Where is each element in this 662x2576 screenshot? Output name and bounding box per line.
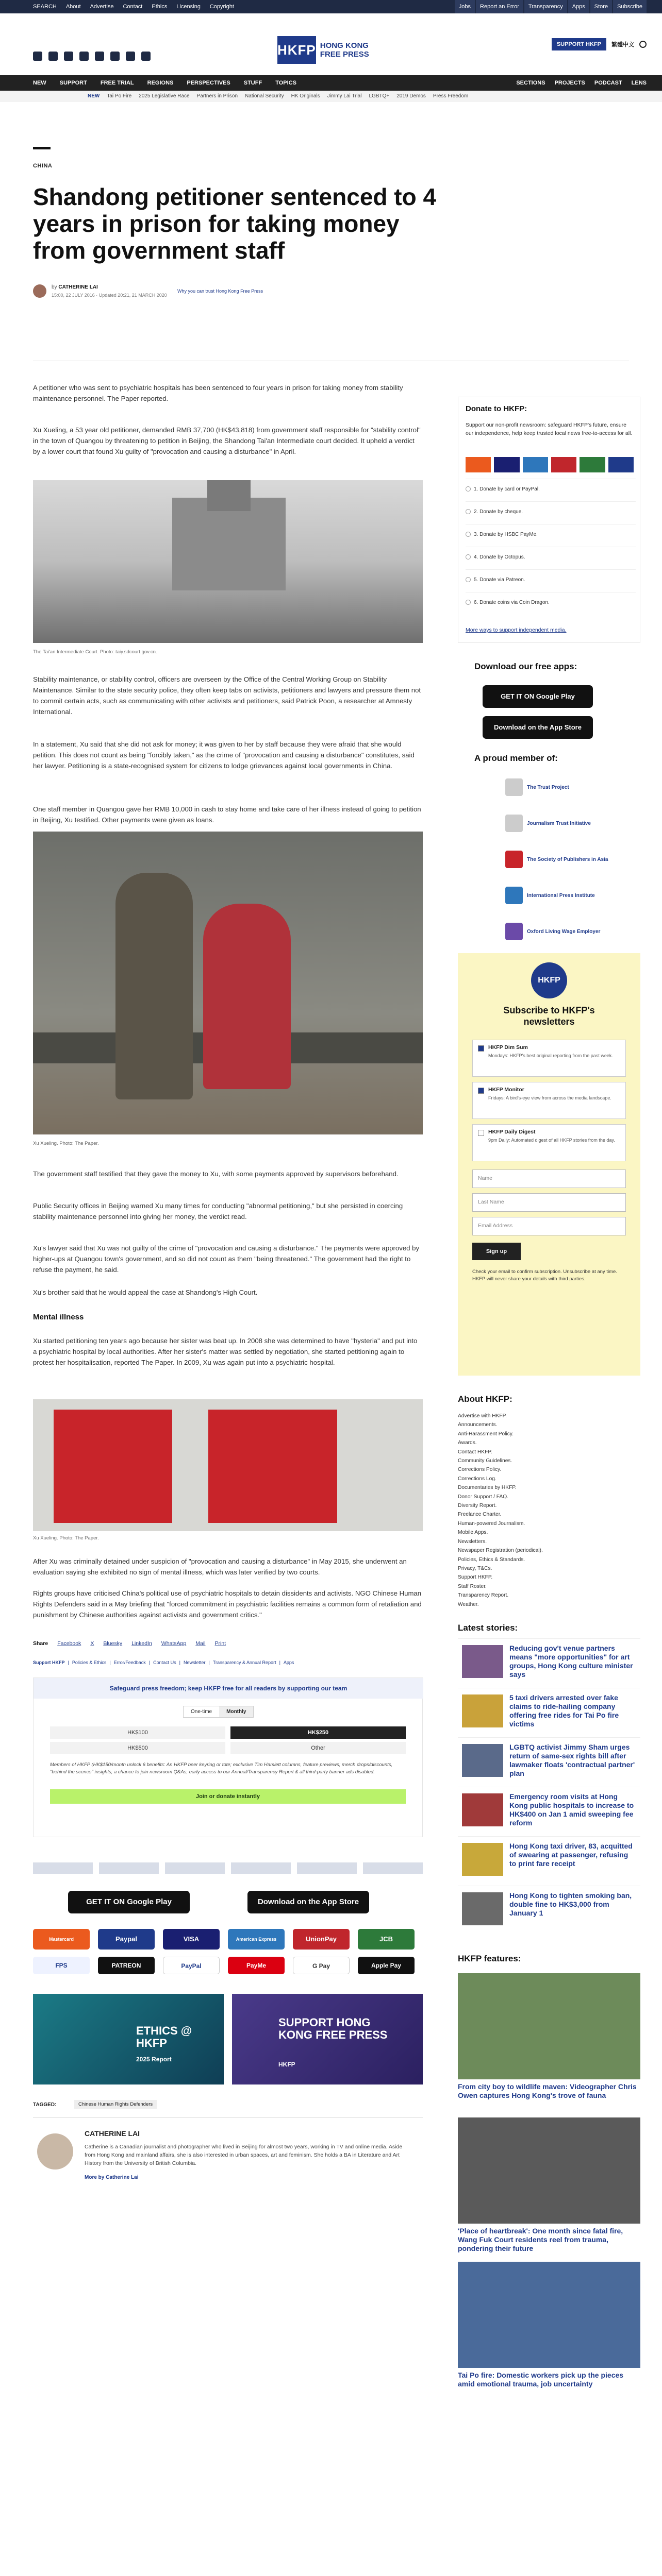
top-link-contact[interactable]: Contact bbox=[123, 4, 143, 10]
tab-one-time[interactable]: One-time bbox=[191, 1709, 212, 1715]
article-paragraph: Xu Xueling, a 53 year old petitioner, demanded RMB 37,700 (HK$43,818) from government staff responsible for "stability control" in the town of Quangou by threatening to petition in Beijing, the Shandong Tai'an Intermediate court decided. It upheld a verdict by a lower court that found Xu guilty of "provocation and causing a disturbance" in April. bbox=[33, 426, 421, 455]
newsletter-option[interactable]: HKFP Dim Sum Mondays: HKFP's best original reporting from the past week. bbox=[472, 1040, 626, 1077]
petition-office-photo bbox=[33, 1399, 423, 1531]
about-links-list bbox=[458, 1412, 640, 1609]
member-logos-row bbox=[33, 1858, 423, 1878]
newsletter-signup-box bbox=[458, 953, 640, 1376]
about-link[interactable]: Policies, Ethics & Standards. bbox=[458, 1556, 525, 1563]
statue-shape bbox=[115, 873, 193, 1099]
whatsapp-icon[interactable] bbox=[126, 52, 135, 61]
amount-option-selected[interactable]: HK$250 bbox=[230, 1726, 406, 1739]
top-link-transparency[interactable]: Transparency bbox=[524, 0, 567, 13]
amount-option[interactable]: HK$100 bbox=[50, 1726, 225, 1739]
top-link-search[interactable]: SEARCH bbox=[33, 4, 57, 10]
donate-box-header: Safeguard press freedom; keep HKFP free for all readers by supporting our team bbox=[34, 1678, 423, 1699]
payment-patreon[interactable]: PATREON bbox=[98, 1957, 155, 1974]
about-link[interactable]: Anti-Harassment Policy. bbox=[458, 1431, 514, 1437]
payment-visa[interactable]: VISA bbox=[163, 1929, 220, 1950]
trending-link[interactable]: LGBTQ+ bbox=[369, 93, 390, 99]
nav-podcast[interactable]: PODCAST bbox=[594, 80, 622, 86]
article-paragraph: Xu started petitioning ten years ago because her sister was beat up. In 2008 she was determined to have "hysteria" and put into a psychiatric hospital by local authorities. After her sister's matter was settled by negotiation, she started petitioning again to protest her hospitalisation, reported The Paper. In 2009, Xu was again put into a psychiatric hospital. bbox=[33, 1337, 418, 1366]
byline-author[interactable]: CATHERINE LAI bbox=[58, 284, 98, 290]
member-sopa[interactable]: The Society of Publishers in Asia bbox=[505, 848, 608, 871]
ifcn-logo[interactable] bbox=[363, 1862, 423, 1874]
payment-fps[interactable]: FPS bbox=[33, 1957, 90, 1974]
footer-link[interactable]: Error/Feedback bbox=[113, 1660, 146, 1665]
threads-icon[interactable] bbox=[79, 52, 89, 61]
byline bbox=[33, 282, 629, 303]
about-link[interactable]: Staff Roster. bbox=[458, 1583, 487, 1589]
donate-option[interactable]: 2. Donate by cheque. bbox=[466, 501, 636, 522]
article-paragraph: A petitioner who was sent to psychiatric hospitals has been sentenced to four years in prison for taking money from stability maintenance personnel. The Paper reported. bbox=[33, 384, 403, 402]
court-building-shape bbox=[172, 498, 286, 590]
jcb-icon bbox=[580, 457, 605, 472]
top-link-licensing[interactable]: Licensing bbox=[176, 4, 201, 10]
nav-topics[interactable]: TOPICS bbox=[275, 80, 296, 86]
article-paragraph: Public Security offices in Beijing warned Xu many times for conducting "abnormal petitioning," but she persisted in coercing stability maintenance personnel into giving her money, the verdict read. bbox=[33, 1202, 403, 1221]
about-link[interactable]: Corrections Log. bbox=[458, 1476, 496, 1482]
article-paragraph: Xu's lawyer said that Xu was not guilty of the crime of "provocation and causing a disturbance." The payments were approved by higher-ups at Quangou town's government, and so did not count as them "being threatened." The government had the right to refuse the payment, he said. bbox=[33, 1244, 420, 1274]
nav-perspectives[interactable]: PERSPECTIVES bbox=[187, 80, 230, 86]
latest-story[interactable]: Hong Kong taxi driver, 83, acquitted of swearing at passenger, refusing to print fare receipt bbox=[458, 1836, 640, 1886]
trending-new-label: NEW bbox=[88, 93, 100, 99]
article-paragraph: The government staff testified that they gave the money to Xu, with some payments approved by supervisors beforehand. bbox=[33, 1170, 399, 1178]
donate-option[interactable]: 3. Donate by HSBC PayMe. bbox=[466, 524, 636, 545]
share-whatsapp[interactable]: WhatsApp bbox=[161, 1640, 187, 1647]
share-linkedin[interactable]: LinkedIn bbox=[131, 1640, 152, 1647]
trending-link[interactable]: Partners in Prison bbox=[196, 93, 238, 99]
jti-logo[interactable] bbox=[99, 1862, 159, 1874]
more-by-author-link[interactable]: More by Catherine Lai bbox=[85, 2175, 139, 2180]
trending-link[interactable]: Jimmy Lai Trial bbox=[327, 93, 362, 99]
story-thumbnail bbox=[462, 1645, 503, 1678]
about-title: About HKFP: bbox=[458, 1394, 512, 1404]
sidebar-google-play-button[interactable]: GET IT ON Google Play bbox=[483, 685, 593, 708]
more-ways-link[interactable]: More ways to support independent media. bbox=[466, 627, 567, 633]
sidebar-donate-text: Support our non-profit newsroom: safeguard HKFP's future, ensure our independence, help keep trusted local news free-to-access for all. bbox=[466, 422, 633, 436]
about-link[interactable]: Community Guidelines. bbox=[458, 1458, 512, 1464]
author-box bbox=[33, 2117, 423, 2182]
red-character-shape bbox=[208, 1410, 337, 1523]
top-link-jobs[interactable]: Jobs bbox=[455, 0, 475, 13]
nav-new[interactable]: NEW bbox=[33, 80, 46, 86]
share-bluesky[interactable]: Bluesky bbox=[103, 1640, 123, 1647]
about-link[interactable]: Awards. bbox=[458, 1440, 477, 1446]
top-utility-bar bbox=[0, 0, 662, 13]
about-link[interactable]: Diversity Report. bbox=[458, 1503, 497, 1509]
ethics-promo[interactable] bbox=[33, 1994, 224, 2084]
facebook-icon[interactable] bbox=[33, 52, 42, 61]
article-paragraph: Stability maintenance, or stability control, officers are overseen by the Office of the Central Working Group on Stability Maintenance. Similar to the state security police, they often keep tabs on activists, petitioners and lawyers and pressure them not to commit certain acts, such as communicating with other activists and petitioners, said Patrick Poon, a researcher at Amnesty International. bbox=[33, 675, 421, 716]
support-hkfp-button[interactable]: SUPPORT HKFP bbox=[552, 38, 606, 50]
about-link[interactable]: Advertise with HKFP. bbox=[458, 1413, 507, 1419]
category-kicker[interactable]: CHINA bbox=[33, 163, 53, 169]
nav-sections[interactable]: SECTIONS bbox=[516, 80, 545, 86]
top-link-about[interactable]: About bbox=[65, 4, 81, 10]
footer-link[interactable]: Policies & Ethics bbox=[72, 1660, 107, 1665]
xu-xueling-photo bbox=[33, 832, 423, 1134]
feature-story[interactable]: From city boy to wildlife maven: Videographer Chris Owen captures Hong Kong's trove of fauna bbox=[458, 1973, 640, 2100]
image-caption: Xu Xueling. Photo: The Paper. bbox=[33, 1535, 99, 1541]
trending-bar bbox=[0, 91, 662, 102]
inline-donate-box bbox=[33, 1677, 423, 1837]
about-link[interactable]: Support HKFP. bbox=[458, 1574, 493, 1581]
feature-image bbox=[458, 2117, 640, 2224]
trust-link[interactable]: Why you can trust Hong Kong Free Press bbox=[177, 289, 263, 294]
google-play-button[interactable]: GET IT ON Google Play bbox=[68, 1891, 190, 1913]
members-title: A proud member of: bbox=[474, 753, 558, 763]
top-link-ethics[interactable]: Ethics bbox=[152, 4, 168, 10]
latest-story[interactable]: Emergency room visits at Hong Kong public hospitals to increase to HK$400 on Jan 1 amid sweeping fee reform bbox=[458, 1787, 640, 1836]
latest-title: Latest stories: bbox=[458, 1623, 518, 1633]
byline-by: by bbox=[52, 284, 57, 290]
top-link-apps[interactable]: Apps bbox=[568, 0, 589, 13]
sidebar-donate-title: Donate to HKFP: bbox=[466, 404, 527, 413]
promo-sub: HKFP bbox=[278, 2061, 295, 2068]
payment-mastercard[interactable]: Mastercard bbox=[33, 1929, 90, 1950]
story-thumbnail bbox=[462, 1744, 503, 1777]
trending-link[interactable]: Tai Po Fire bbox=[107, 93, 132, 99]
about-link[interactable]: Weather. bbox=[458, 1601, 479, 1607]
footer-link[interactable]: Apps bbox=[283, 1660, 294, 1665]
nav-support[interactable]: SUPPORT bbox=[59, 80, 87, 86]
article-paragraph: In a statement, Xu said that she did not ask for money; it was given to her by staff because they were afraid that she would petition. This does not count as being "forcibly taken," as the crime of "provocation and causing a disturbance" constitutes, said her lawyer. Petitioning is a state-recognised system for citizens to lodge grievances against local governments in China. bbox=[33, 740, 415, 770]
story-thumbnail bbox=[462, 1694, 503, 1727]
unionpay-icon bbox=[551, 457, 576, 472]
nav-stuff[interactable]: STUFF bbox=[243, 80, 262, 86]
author-box-bio: Catherine is a Canadian journalist and photographer who lived in Beijing for almost two years, working in TV and online media. Aside from Hong Kong and mainland affairs, she is also interested in urban spaces, art and feminism. She holds a BA in Literature and Art History from the University of British Columbia. bbox=[85, 2144, 403, 2166]
image-caption: Xu Xueling. Photo: The Paper. bbox=[33, 1141, 99, 1146]
logo-mark: HKFP bbox=[277, 36, 316, 64]
email-field[interactable]: Email Address bbox=[472, 1217, 626, 1235]
newsletter-option[interactable]: HKFP Daily Digest 9pm Daily: Automated digest of all HKFP stories from the day. bbox=[472, 1124, 626, 1161]
newsletter-title: Subscribe to HKFP's newsletters bbox=[503, 1005, 595, 1027]
trending-link[interactable]: 2019 Demos bbox=[396, 93, 426, 99]
payment-payme[interactable]: PayMe bbox=[228, 1957, 285, 1974]
trust-project-logo[interactable] bbox=[33, 1862, 93, 1874]
article-paragraph: After Xu was criminally detained under suspicion of "provocation and causing a disturbance" in May 2015, she underwent an evaluation saying she exhibited no sign of mental illness, which was later verified by two courts. bbox=[33, 1557, 407, 1576]
newsletter-option[interactable]: HKFP Monitor Fridays: A bird's-eye view from across the media landscape. bbox=[472, 1082, 626, 1119]
share-bar bbox=[33, 1640, 423, 1653]
social-icons bbox=[33, 52, 151, 61]
logo-text: HONG KONG FREE PRESS bbox=[320, 41, 369, 59]
share-mail[interactable]: Mail bbox=[195, 1640, 206, 1647]
image-caption: The Tai'an Intermediate Court. Photo: taiy.sdcourt.gov.cn. bbox=[33, 649, 157, 655]
payment-paypal[interactable]: Paypal bbox=[98, 1929, 155, 1950]
checkbox-checked[interactable] bbox=[478, 1088, 484, 1094]
card-logos bbox=[466, 457, 634, 472]
sidebar-donate-box bbox=[458, 397, 640, 643]
payment-gpay[interactable]: G Pay bbox=[293, 1957, 350, 1974]
latest-story[interactable]: 5 taxi drivers arrested over fake claims to ride-hailing company offering free rides for Tai Po fire victims bbox=[458, 1688, 640, 1737]
top-link-copyright[interactable]: Copyright bbox=[209, 4, 234, 10]
amount-option[interactable]: HK$500 bbox=[50, 1742, 225, 1754]
amex-icon bbox=[523, 457, 548, 472]
footer-link[interactable]: Contact Us bbox=[153, 1660, 176, 1665]
app-store-button[interactable]: Download on the App Store bbox=[247, 1891, 369, 1913]
living-wage-icon bbox=[505, 923, 523, 940]
about-link[interactable]: Newsletters. bbox=[458, 1538, 487, 1545]
signup-button[interactable]: Sign up bbox=[472, 1243, 521, 1260]
red-character-shape bbox=[54, 1410, 172, 1523]
newsletter-logo: HKFP bbox=[531, 962, 567, 998]
search-icon[interactable] bbox=[639, 41, 647, 48]
living-wage-logo[interactable] bbox=[297, 1862, 357, 1874]
story-thumbnail bbox=[462, 1892, 503, 1925]
article-headline: Shandong petitioner sentenced to 4 years in prison for taking money from government staff bbox=[33, 183, 437, 264]
member-jti[interactable]: Journalism Trust Initiative bbox=[505, 812, 591, 835]
donate-frequency-tabs bbox=[183, 1706, 254, 1718]
donate-option[interactable]: 5. Donate via Patreon. bbox=[466, 569, 636, 590]
footer-link[interactable]: Newsletter bbox=[183, 1660, 206, 1665]
features-title: HKFP features: bbox=[458, 1954, 521, 1963]
top-link-report-error[interactable]: Report an Error bbox=[476, 0, 523, 13]
tagged-label: TAGGED: bbox=[33, 2102, 57, 2108]
article-paragraph: Xu's brother said that he would appeal the case at Shandong's High Court. bbox=[33, 1289, 258, 1296]
court-tower-shape bbox=[207, 480, 251, 511]
member-ipi[interactable]: International Press Institute bbox=[505, 884, 595, 907]
person-shape bbox=[203, 904, 291, 1089]
footer-link[interactable]: Transparency & Annual Report bbox=[212, 1660, 276, 1665]
sidebar-app-store-button[interactable]: Download on the App Store bbox=[483, 716, 593, 739]
subheading: Mental illness bbox=[33, 1313, 84, 1321]
about-link[interactable]: Mobile Apps. bbox=[458, 1530, 488, 1536]
jti-icon bbox=[505, 815, 523, 832]
story-thumbnail bbox=[462, 1843, 503, 1876]
youtube-icon[interactable] bbox=[95, 52, 104, 61]
join-donate-button[interactable]: Join or donate instantly bbox=[50, 1789, 406, 1804]
member-living-wage[interactable]: Oxford Living Wage Employer bbox=[505, 920, 600, 943]
author-box-avatar[interactable] bbox=[37, 2133, 73, 2170]
feature-story[interactable]: Tai Po fire: Domestic workers pick up the pieces amid emotional trauma, job uncertainty bbox=[458, 2262, 640, 2388]
feature-image bbox=[458, 2262, 640, 2368]
donate-option[interactable]: 1. Donate by card or PayPal. bbox=[466, 479, 636, 499]
sopa-logo[interactable] bbox=[165, 1862, 225, 1874]
promo-sub: 2025 Report bbox=[136, 2056, 172, 2063]
x-icon[interactable] bbox=[48, 52, 58, 61]
author-box-name[interactable]: CATHERINE LAI bbox=[85, 2129, 140, 2138]
about-link[interactable]: Freelance Charter. bbox=[458, 1512, 502, 1518]
mastercard-icon bbox=[466, 457, 491, 472]
feature-story[interactable]: 'Place of heartbreak': One month since fatal fire, Wang Fuk Court residents reel from trauma, pondering their future bbox=[458, 2117, 640, 2253]
about-link[interactable]: Documentaries by HKFP. bbox=[458, 1485, 517, 1491]
about-link[interactable]: Announcements. bbox=[458, 1422, 498, 1428]
about-link[interactable]: Human-powered Journalism. bbox=[458, 1520, 525, 1527]
article-paragraph: Rights groups have criticised China's political use of psychiatric hospitals to detain dissidents and activists. NGO Chinese Human Rights Defenders said in a May briefing that "forced commitment in psychiatric facilities remains a common form of retaliation and punishment by Chinese authorities against activists and government critics." bbox=[33, 1589, 422, 1619]
nav-regions[interactable]: REGIONS bbox=[147, 80, 174, 86]
donate-option[interactable]: 4. Donate by Octopus. bbox=[466, 547, 636, 567]
member-trust-project[interactable]: The Trust Project bbox=[505, 776, 569, 799]
footer-support-link[interactable]: Support HKFP bbox=[33, 1660, 65, 1665]
top-link-subscribe[interactable]: Subscribe bbox=[613, 0, 647, 13]
tag-pill[interactable]: Chinese Human Rights Defenders bbox=[74, 2100, 157, 2109]
kicker-rule bbox=[33, 147, 51, 149]
checkbox-checked[interactable] bbox=[478, 1045, 484, 1052]
sopa-icon bbox=[505, 851, 523, 868]
instagram-icon[interactable] bbox=[64, 52, 73, 61]
site-header bbox=[0, 13, 662, 75]
trending-link[interactable]: HK Originals bbox=[291, 93, 320, 99]
trending-link[interactable]: National Security bbox=[245, 93, 284, 99]
article-footer-links: Support HKFP | Policies & Ethics | Error/Feedback | Contact Us | Newsletter | Transparency & Annual Report | Apps bbox=[33, 1660, 294, 1665]
latest-story[interactable]: Reducing gov't venue partners means "more opportunities" for art groups, Hong Kong culture minister says bbox=[458, 1638, 640, 1688]
share-facebook[interactable]: Facebook bbox=[57, 1640, 81, 1647]
last-name-field[interactable]: Last Name bbox=[472, 1193, 626, 1212]
ipi-icon bbox=[505, 887, 523, 904]
ipi-logo[interactable] bbox=[231, 1862, 291, 1874]
language-switch[interactable]: 繁體中文 bbox=[611, 42, 634, 48]
payment-unionpay[interactable]: UnionPay bbox=[293, 1929, 350, 1950]
about-link[interactable]: Newspaper Registration (periodical). bbox=[458, 1548, 543, 1554]
promo-title: SUPPORT HONG KONG FREE PRESS bbox=[278, 2016, 388, 2041]
membership-note: Members of HKFP (HK$150/month unlock 6 benefits: An HKFP beer keyring or tote; exclusive Tim Hamlett columns, feature previews; merch drops/discounts, "behind the scenes" insights; a chance to join newsroom Q&As, early access to our Annual/Transparency Report & all third-party banner ads disabled. bbox=[50, 1762, 393, 1775]
court-photo bbox=[33, 480, 423, 643]
checkbox-unchecked[interactable] bbox=[478, 1130, 484, 1136]
payment-amex[interactable]: American Express bbox=[228, 1929, 285, 1950]
main-nav bbox=[0, 75, 662, 91]
site-logo[interactable] bbox=[277, 34, 382, 66]
about-link[interactable]: Contact HKFP. bbox=[458, 1449, 492, 1455]
nav-free-trial[interactable]: FREE TRIAL bbox=[100, 80, 134, 86]
trending-link[interactable]: Press Freedom bbox=[433, 93, 469, 99]
about-link[interactable]: Corrections Policy. bbox=[458, 1467, 502, 1473]
share-label: Share bbox=[33, 1640, 48, 1647]
nav-lens[interactable]: LENS bbox=[631, 80, 647, 86]
tab-monthly[interactable]: Monthly bbox=[219, 1706, 253, 1717]
about-link[interactable]: Donor Support / FAQ. bbox=[458, 1494, 508, 1500]
feature-image bbox=[458, 1973, 640, 2079]
article-paragraph: One staff member in Quangou gave her RMB 10,000 in cash to stay home and take care of her illness instead of going to petition in Beijing, Xu testified. Other payments were given as loans. bbox=[33, 805, 421, 824]
apps-title: Download our free apps: bbox=[474, 662, 577, 671]
publish-dates: 15:00, 22 JULY 2016 · Updated 20:21, 21 MARCH 2020 bbox=[52, 293, 167, 298]
rss-icon[interactable] bbox=[141, 52, 151, 61]
nav-projects[interactable]: PROJECTS bbox=[554, 80, 585, 86]
support-promo[interactable] bbox=[232, 1994, 423, 2084]
first-name-field[interactable]: Name bbox=[472, 1170, 626, 1188]
latest-story[interactable]: Hong Kong to tighten smoking ban, double fine to HK$3,000 from January 1 bbox=[458, 1886, 640, 1935]
share-x[interactable]: X bbox=[90, 1640, 94, 1647]
latest-story[interactable]: LGBTQ activist Jimmy Sham urges return of same-sex rights bill after lawmaker floats 'contractual partner' plan bbox=[458, 1737, 640, 1787]
top-link-advertise[interactable]: Advertise bbox=[90, 4, 114, 10]
paypal-icon bbox=[608, 457, 634, 472]
top-link-store[interactable]: Store bbox=[590, 0, 612, 13]
telegram-icon[interactable] bbox=[110, 52, 120, 61]
promo-title: ETHICS @ HKFP bbox=[136, 2024, 192, 2049]
about-link[interactable]: Transparency Report. bbox=[458, 1592, 509, 1599]
payment-apple-pay[interactable]: Apple Pay bbox=[358, 1957, 415, 1974]
payment-jcb[interactable]: JCB bbox=[358, 1929, 415, 1950]
amount-option-other[interactable]: Other bbox=[230, 1742, 406, 1754]
story-thumbnail bbox=[462, 1793, 503, 1826]
newsletter-footnote: Check your email to confirm subscription. Unsubscribe at any time. HKFP will never share your details with third parties. bbox=[472, 1269, 617, 1282]
trust-project-icon bbox=[505, 778, 523, 796]
payment-paypal-alt[interactable]: PayPal bbox=[163, 1957, 220, 1974]
trending-link[interactable]: 2025 Legislative Race bbox=[139, 93, 190, 99]
visa-icon bbox=[494, 457, 519, 472]
about-link[interactable]: Privacy, T&Cs. bbox=[458, 1565, 492, 1571]
donate-option[interactable]: 6. Donate coins via Coin Dragon. bbox=[466, 592, 636, 613]
author-avatar[interactable] bbox=[33, 284, 46, 298]
share-print[interactable]: Print bbox=[214, 1640, 226, 1647]
